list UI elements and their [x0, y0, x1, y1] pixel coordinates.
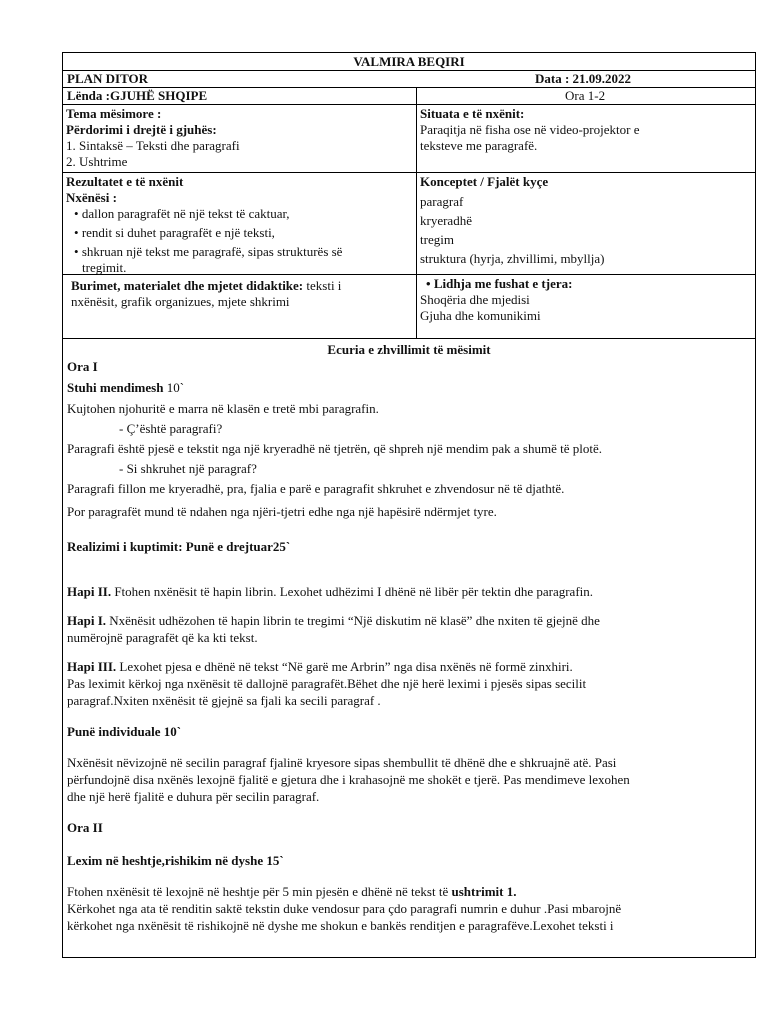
keyword: paragraf [420, 194, 464, 209]
situata-heading: Situata e të nxënit: [420, 106, 525, 121]
plan-date-row [63, 71, 755, 88]
stuhi-heading: Stuhi mendimesh [67, 380, 164, 395]
tema-cell [63, 105, 417, 172]
lidhja-item: Shoqëria dhe mjedisi [420, 292, 530, 307]
paragraph: Paragrafi është pjesë e tekstit nga një kryeradhë në tjetrën, që shpreh një mendim pak a shumë të plotë. [67, 441, 602, 456]
hapi1-label: Hapi I. [67, 613, 107, 628]
lexim-text: Ftohen nxënësit të lexojnë në heshtje për 5 min pjesën e dhënë në tekst të [67, 884, 452, 899]
lexim-text: Kërkohet nga ata të renditin saktë tekstin duke vendosur para çdo paragrafi numrin e duhur .Pasi mbarojnë [67, 901, 622, 916]
hapi2-text: Ftohen nxënësit të hapin librin. Lexohet udhëzimi I dhënë në libër për tektin dhe paragrafin. [111, 584, 594, 599]
keyword: tregim [420, 232, 454, 247]
tema-situata-row [63, 105, 755, 173]
individual-text: Nxënësit nëvizojnë në secilin paragraf fjalinë kryesore sipas shembullit të dhënë dhe e shkruajnë atë. Pasi [67, 755, 617, 770]
konceptet-cell [417, 173, 755, 274]
lidhja-item: Gjuha dhe komunikimi [420, 308, 541, 323]
hapi3-text: paragraf.Nxiten nxënësit të gjejnë sa fjali ka secili paragraf . [67, 693, 381, 708]
lexim-heading: Lexim në heshtje,rishikim në dyshe 15` [67, 853, 284, 868]
rezultatet-item: • dallon paragrafët në një tekst të caktuar, [66, 206, 413, 222]
ora2-heading: Ora II [67, 820, 103, 835]
subject-row [63, 88, 755, 105]
subject-label: Lënda :GJUHË SHQIPE [63, 88, 417, 104]
question: - Si shkruhet një paragraf? [119, 461, 257, 476]
ecuria-title: Ecuria e zhvillimit të mësimit [327, 342, 491, 357]
burimet-lidhja-row [63, 275, 755, 339]
hapi3-text: Pas leximit kërkoj nga nxënësit të dallojnë paragrafët.Bëhet dhe një herë leximi i pjesës sipas secilit [67, 676, 587, 691]
individual-text: dhe një herë fjalitë e duhura për secilin paragraf. [67, 789, 320, 804]
hapi3-label: Hapi III. [67, 659, 117, 674]
burimet-text: teksti i [303, 278, 342, 293]
tema-item: 2. Ushtrime [66, 154, 128, 169]
hapi3-text: Lexohet pjesa e dhënë në tekst “Në garë me Arbrin” nga disa nxënës në formë zinxhiri. [116, 659, 573, 674]
rezultatet-sub: Nxënësi : [66, 190, 117, 205]
lidhja-heading: Lidhja me fushat e tjera: [433, 276, 573, 291]
situata-text: teksteve me paragrafë. [420, 138, 538, 153]
rezultatet-heading: Rezultatet e të nxënit [66, 174, 184, 189]
pune-individuale-heading: Punë individuale 10` [67, 724, 182, 739]
individual-text: përfundojnë disa nxënës lexojnë fjalitë e gjetura dhe i krahasojnë me shokët e tjerë. Pas mendimeve lexohen [67, 772, 630, 787]
bullet-icon: • [426, 276, 434, 291]
plan-label: PLAN DITOR [67, 71, 149, 86]
stuhi-time: 10` [163, 380, 185, 395]
hapi1-text: Nxënësit udhëzohen të hapin librin te tregimi “Një diskutim në klasë” dhe nxiten të gjejnë dhe [106, 613, 600, 628]
lidhja-cell [417, 275, 755, 338]
date-label: Data : 21.09.2022 [535, 71, 632, 86]
tema-subheading: Përdorimi i drejtë i gjuhës: [66, 122, 217, 137]
realizimi-heading: Realizimi i kuptimit: Punë e drejtuar25` [67, 539, 291, 554]
question: - Ç’është paragrafi? [119, 421, 223, 436]
keyword: kryeradhë [420, 213, 472, 228]
rezultatet-konceptet-row [63, 173, 755, 275]
rezultatet-item: • shkruan një tekst me paragrafë, sipas strukturës së [66, 244, 413, 260]
burimet-text: nxënësit, grafik organizues, mjete shkrimi [71, 294, 290, 309]
burimet-heading: Burimet, materialet dhe mjetet didaktike: [71, 278, 304, 293]
paragraph: Kujtohen njohuritë e marra në klasën e tretë mbi paragrafin. [67, 401, 379, 416]
keyword: struktura (hyrja, zhvillimi, mbyllja) [420, 251, 605, 266]
tema-heading: Tema mësimore : [66, 106, 162, 121]
tema-item: 1. Sintaksë – Teksti dhe paragrafi [66, 138, 240, 153]
ecuria-section [63, 339, 755, 934]
lesson-plan-table [62, 52, 756, 958]
lexim-text: kërkohet nga nxënësit të rishikojnë në dyshe me shokun e bankës renditjen e paragrafëve.Lexohet teksti i [67, 918, 614, 933]
hapi1-text: numërojnë paragrafët që ka kti tekst. [67, 630, 258, 645]
rezultatet-cell [63, 173, 417, 274]
situata-text: Paraqitja në fisha ose në video-projektor e [420, 122, 640, 137]
teacher-name: VALMIRA BEQIRI [353, 54, 465, 69]
rezultatet-item: • rendit si duhet paragrafët e një teksti, [66, 225, 413, 241]
rezultatet-item-cont: tregimit. [82, 260, 127, 275]
ora1-heading: Ora I [67, 359, 98, 374]
konceptet-heading: Konceptet / Fjalët kyçe [420, 174, 549, 189]
hapi2-label: Hapi II. [67, 584, 112, 599]
teacher-name-row [63, 53, 755, 71]
ora-label: Ora 1-2 [565, 88, 606, 103]
paragraph: Paragrafi fillon me kryeradhë, pra, fjalia e parë e paragrafit shkruhet e zhvendosur në të djathtë. [67, 481, 565, 496]
situata-cell [417, 105, 755, 172]
burimet-cell [63, 275, 417, 338]
ushtrimi-label: ushtrimit 1. [451, 884, 517, 899]
paragraph: Por paragrafët mund të ndahen nga njëri-tjetri edhe nga një hapësirë ndërmjet tyre. [67, 504, 497, 519]
